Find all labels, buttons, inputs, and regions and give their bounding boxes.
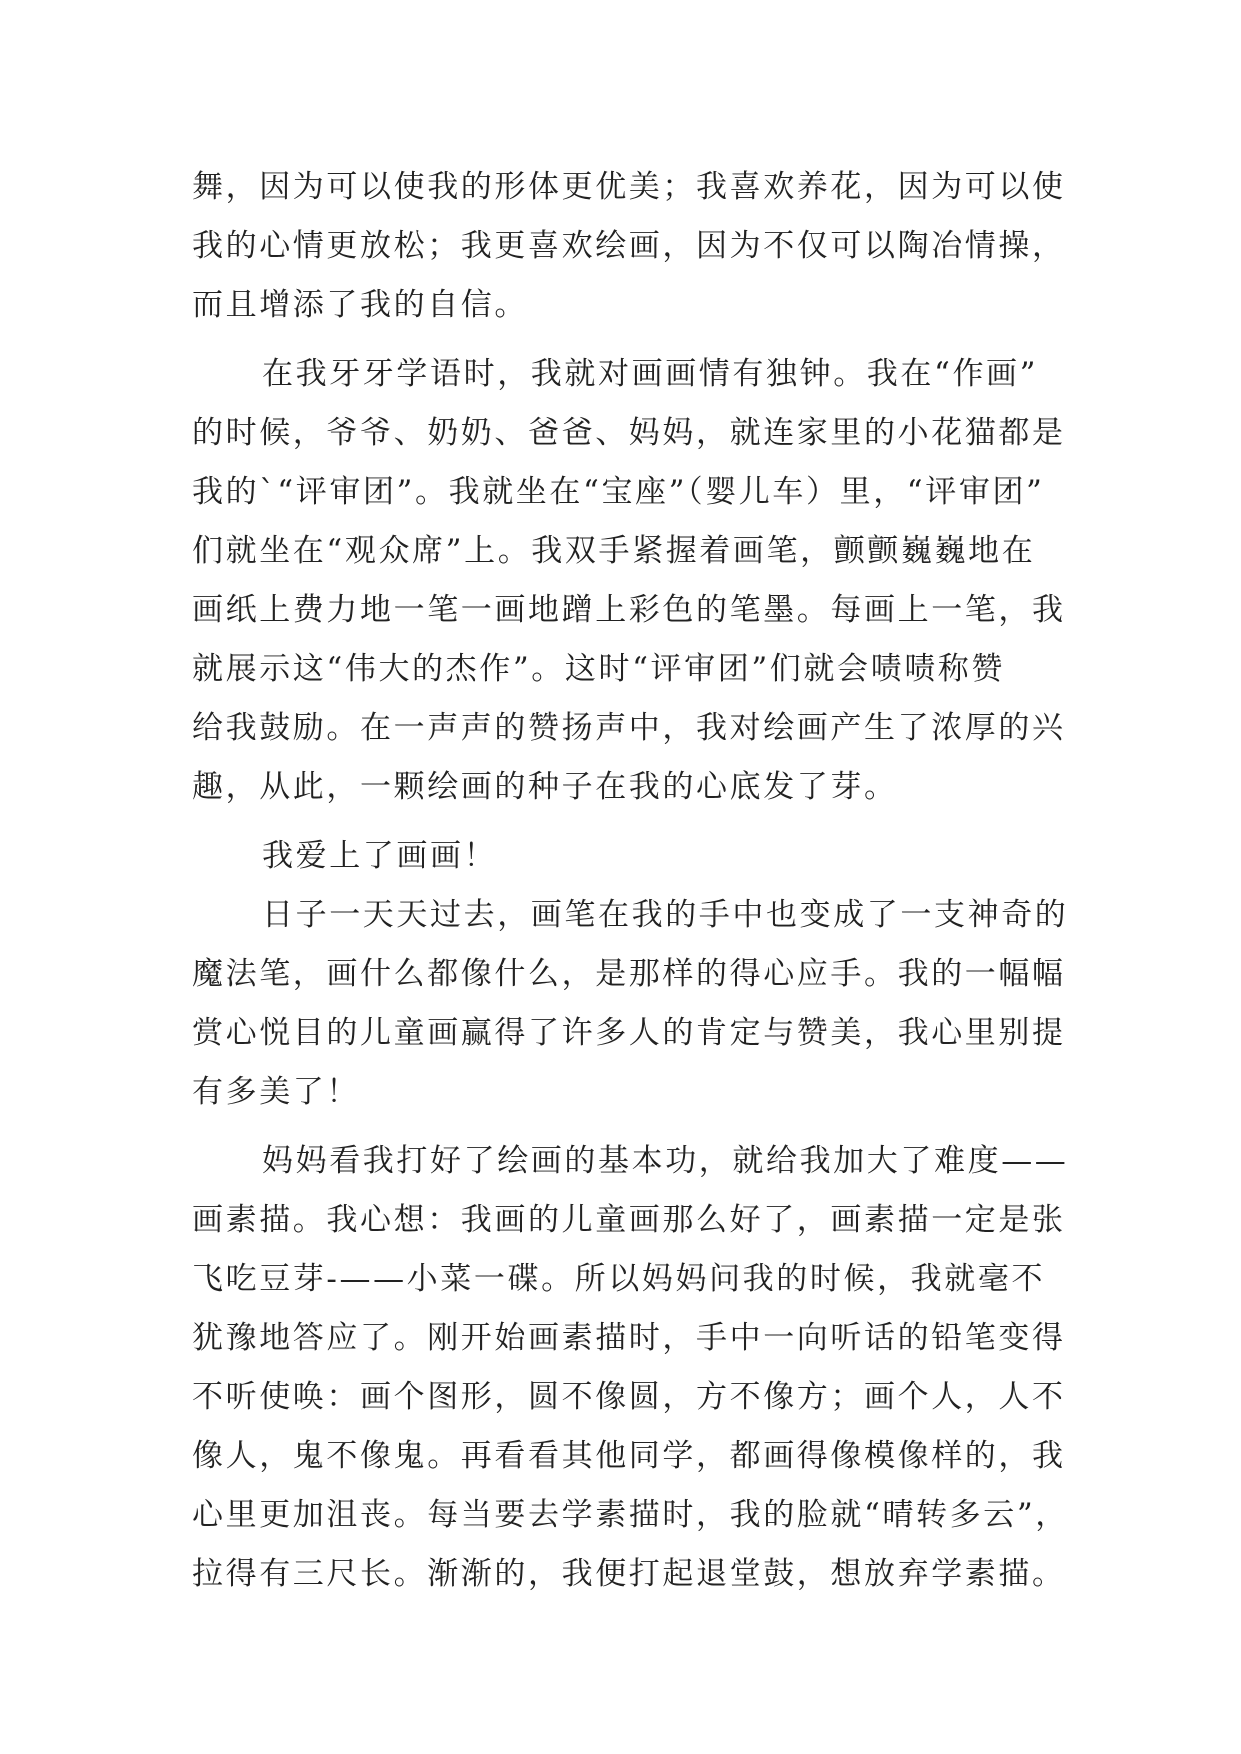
text-line: 飞吃豆芽-——小菜一碟。所以妈妈问我的时候，我就毫不	[192, 1261, 1046, 1297]
text-line: 魔法笔，画什么都像什么，是那样的得心应手。我的一幅幅	[192, 956, 1066, 992]
paragraph-first-line: 妈妈看我打好了绘画的基本功，就给我加大了难度——	[262, 1143, 1069, 1179]
text-line: 不听使唤：画个图形，圆不像圆，方不像方；画个人，人不	[192, 1379, 1066, 1415]
text-line: 就展示这“伟大的杰作”。这时“评审团”们就会啧啧称赞	[192, 651, 1005, 687]
text-line: 画纸上费力地一笔一画地蹭上彩色的笔墨。每画上一笔，我	[192, 592, 1066, 628]
text-line: 赏心悦目的儿童画赢得了许多人的肯定与赞美，我心里别提	[192, 1015, 1066, 1051]
text-line: 给我鼓励。在一声声的赞扬声中，我对绘画产生了浓厚的兴	[192, 710, 1066, 746]
paragraph-first-line: 在我牙牙学语时，我就对画画情有独钟。我在“作画”	[262, 356, 1039, 392]
paragraph-first-line: 我爱上了画画！	[262, 838, 498, 874]
text-line: 趣，从此，一颗绘画的种子在我的心底发了芽。	[192, 769, 898, 805]
text-line: 拉得有三尺长。渐渐的，我便打起退堂鼓，想放弃学素描。	[192, 1556, 1066, 1592]
text-line: 有多美了！	[192, 1074, 360, 1110]
text-line: 的时候，爷爷、奶奶、爸爸、妈妈，就连家里的小花猫都是	[192, 415, 1066, 451]
text-line: 我的心情更放松；我更喜欢绘画，因为不仅可以陶冶情操，	[192, 228, 1066, 264]
essay-text	[192, 158, 1072, 1604]
paragraph-first-line: 日子一天天过去，画笔在我的手中也变成了一支神奇的	[262, 897, 1069, 933]
text-line: 我的`“评审团”。我就坐在“宝座”（婴儿车）里，“评审团”	[192, 474, 1045, 510]
text-line: 像人，鬼不像鬼。再看看其他同学，都画得像模像样的，我	[192, 1438, 1066, 1474]
text-line: 犹豫地答应了。刚开始画素描时，手中一向听话的铅笔变得	[192, 1320, 1066, 1356]
text-line: 们就坐在“观众席”上。我双手紧握着画笔，颤颤巍巍地在	[192, 533, 1036, 569]
text-line: 而且增添了我的自信。	[192, 287, 528, 323]
text-line: 心里更加沮丧。每当要去学素描时，我的脸就“晴转多云”，	[192, 1497, 1069, 1533]
text-line: 舞，因为可以使我的形体更优美；我喜欢养花，因为可以使	[192, 169, 1066, 205]
text-line: 画素描。我心想：我画的儿童画那么好了，画素描一定是张	[192, 1202, 1066, 1238]
